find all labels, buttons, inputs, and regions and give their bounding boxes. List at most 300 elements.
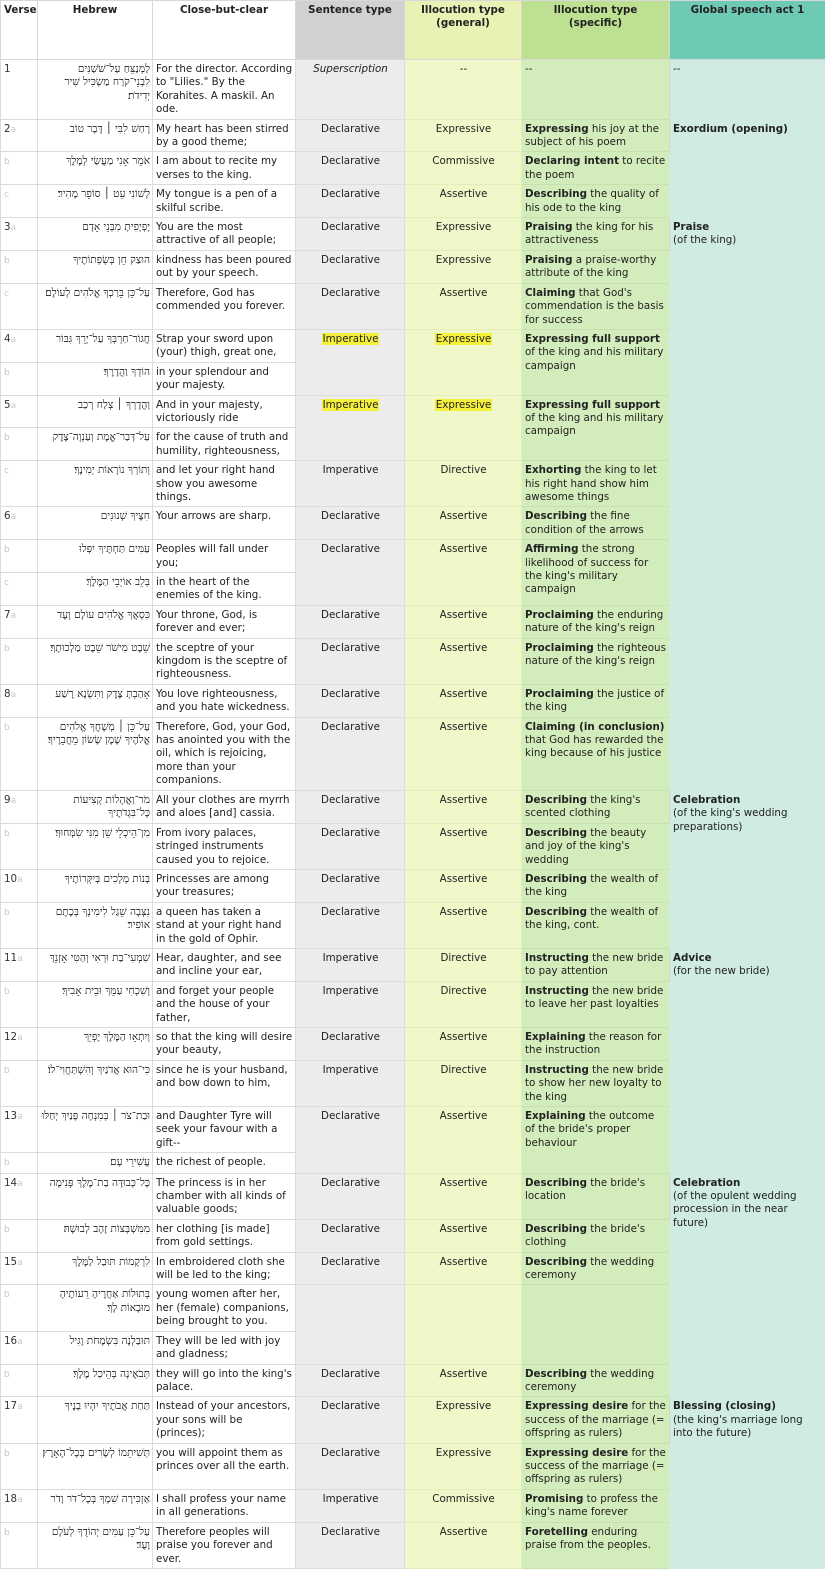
global-act-title: Praise — [673, 221, 709, 233]
illocution-verb: Instructing — [525, 952, 589, 964]
global-speech-act-cell — [670, 1397, 825, 1569]
verse-part: b — [4, 545, 10, 555]
sentence-type-value: Declarative — [321, 642, 380, 654]
illocution-specific-cell — [522, 185, 670, 218]
hebrew-cell: בְּתוּלוֹת אַחֲרֶיהָ רֵעוֹתֶיהָ מוּבָאוֹת לָךְ׃ — [38, 1285, 153, 1331]
verse-part: a — [17, 1337, 23, 1347]
verse-part: b — [4, 1158, 10, 1168]
table-row — [1, 218, 825, 251]
hebrew-cell: מִן־הֵיכְלֵי שֵׁן מִנִּי שִׂמְּחוּךָ׃ — [38, 823, 153, 869]
illocution-general-value: Expressive — [435, 333, 493, 345]
verse-number: 1 — [4, 63, 11, 75]
illocution-general-value: Expressive — [436, 123, 492, 135]
translation-cell: young women after her, her (female) companions, being brought to you. — [153, 1285, 296, 1331]
table-row — [1, 119, 825, 152]
verse-part: a — [17, 1495, 23, 1505]
sentence-type-value: Declarative — [321, 688, 380, 700]
illocution-general-cell — [405, 1285, 522, 1364]
verse-part: a — [17, 1402, 23, 1412]
global-speech-act-cell — [670, 60, 825, 120]
verse-cell — [1, 1397, 38, 1443]
sentence-type-value: Declarative — [321, 1110, 380, 1122]
illocution-general-cell — [405, 461, 522, 507]
illocution-general-cell — [405, 790, 522, 823]
illocution-general-value: Directive — [440, 1064, 486, 1076]
illocution-general-value: Expressive — [436, 254, 492, 266]
sentence-type-value: Imperative — [322, 333, 380, 345]
global-act-subtitle: (of the king's wedding preparations) — [673, 807, 788, 832]
verse-cell — [1, 948, 38, 981]
illocution-general-value: Assertive — [440, 721, 488, 733]
hebrew-cell: יָפְיָפִיתָ מִבְּנֵי אָדָם — [38, 218, 153, 251]
illocution-verb: Expressing full support — [525, 399, 660, 411]
illocution-general-cell — [405, 823, 522, 869]
sentence-type-cell — [296, 1364, 405, 1397]
verse-part: a — [11, 223, 17, 233]
hebrew-cell: לְשׁוֹנִי עֵט ׀ סוֹפֵר מָהִיר׃ — [38, 185, 153, 218]
translation-cell: and Daughter Tyre will seek your favour with a gift-- — [153, 1107, 296, 1153]
global-act-subtitle: (of the king) — [673, 234, 736, 246]
illocution-verb: Foretelling — [525, 1526, 588, 1538]
hebrew-cell: וְתוֹרְךָ נוֹרָאוֹת יְמִינֶךָ׃ — [38, 461, 153, 507]
illocution-general-value: Assertive — [440, 1031, 488, 1043]
table-row — [1, 60, 825, 120]
translation-cell: her clothing [is made] from gold settings. — [153, 1219, 296, 1252]
verse-cell — [1, 1443, 38, 1489]
translation-cell: the sceptre of your kingdom is the sceptre of righteousness. — [153, 638, 296, 684]
illocution-verb: Instructing — [525, 985, 589, 997]
verse-cell — [1, 1027, 38, 1060]
hebrew-cell: וְשִׁכְחִי עַמֵּךְ וּבֵית אָבִיךְ׃ — [38, 981, 153, 1027]
illocution-general-value: Commissive — [432, 155, 494, 167]
sentence-type-cell — [296, 684, 405, 717]
illocution-general-cell — [405, 948, 522, 981]
translation-cell: Instead of your ancestors, your sons will be (princes); — [153, 1397, 296, 1443]
illocution-general-cell — [405, 605, 522, 638]
header-line: (general) — [436, 17, 490, 29]
table-row — [1, 1173, 825, 1219]
illocution-specific-cell — [522, 1364, 670, 1397]
illocution-description: for the success of the marriage (= offspring as rulers) — [525, 1447, 666, 1486]
global-act-title: Celebration — [673, 1177, 740, 1189]
illocution-general-cell — [405, 185, 522, 218]
illocution-general-cell — [405, 1060, 522, 1106]
illocution-verb: Describing — [525, 906, 587, 918]
verse-number: 14 — [4, 1177, 17, 1189]
header-line: Illocution type — [421, 4, 505, 16]
illocution-specific-cell — [522, 395, 670, 461]
verse-part: a — [11, 611, 17, 621]
verse-cell — [1, 119, 38, 152]
sentence-type-value: Declarative — [321, 1223, 380, 1235]
verse-part: b — [4, 1370, 10, 1380]
hebrew-cell: מֹר־וַאֲהָלוֹת קְצִיעוֹת כָּל־בִּגְדֹתֶיךָ — [38, 790, 153, 823]
verse-part: b — [4, 723, 10, 733]
sentence-type-cell — [296, 329, 405, 395]
verse-cell — [1, 152, 38, 185]
verse-part: b — [4, 1066, 10, 1076]
illocution-description: the beauty and joy of the king's wedding — [525, 827, 646, 866]
sentence-type-cell — [296, 283, 405, 329]
translation-cell: You love righteousness, and you hate wickedness. — [153, 684, 296, 717]
verse-part: b — [4, 368, 10, 378]
verse-part: a — [11, 690, 17, 700]
sentence-type-cell — [296, 60, 405, 120]
illocution-specific-cell — [522, 948, 670, 981]
illocution-description: the bride's location — [525, 1177, 645, 1202]
translation-cell: kindness has been poured out by your speech. — [153, 250, 296, 283]
sentence-type-cell — [296, 1489, 405, 1522]
table-row — [1, 1397, 825, 1443]
verse-part: c — [4, 190, 9, 200]
illocution-verb: Exhorting — [525, 464, 581, 476]
illocution-description: the king to let his right hand show him awesome things — [525, 464, 657, 503]
illocution-verb: Expressing full support — [525, 333, 660, 345]
sentence-type-cell — [296, 1219, 405, 1252]
sentence-type-value: Declarative — [321, 1177, 380, 1189]
illocution-specific-cell — [522, 1522, 670, 1568]
hebrew-cell: תּוּבַלְנָה בִּשְׂמָחֹת וָגִיל — [38, 1331, 153, 1364]
illocution-general-cell — [405, 1219, 522, 1252]
illocution-description: the justice of the king — [525, 688, 664, 713]
hebrew-cell: עַמִּים תַּחְתֶּיךָ יִפְּלוּ — [38, 540, 153, 573]
illocution-general-cell — [405, 638, 522, 684]
verse-cell — [1, 362, 38, 395]
illocution-description: that God has rewarded the king because of his justice — [525, 734, 663, 759]
translation-cell: You are the most attractive of all people; — [153, 218, 296, 251]
sentence-type-cell — [296, 902, 405, 948]
sentence-type-value: Declarative — [321, 721, 380, 733]
translation-cell: In embroidered cloth she will be led to the king; — [153, 1252, 296, 1285]
illocution-general-value: Assertive — [440, 642, 488, 654]
illocution-verb: Praising — [525, 254, 572, 266]
illocution-description: the wealth of the king, cont. — [525, 906, 658, 931]
translation-cell: Therefore, God, your God, has anointed you with the oil, which is rejoicing, more than your companions. — [153, 717, 296, 790]
illocution-general-value: Assertive — [440, 287, 488, 299]
verse-number: 16 — [4, 1335, 17, 1347]
sentence-type-cell — [296, 395, 405, 461]
translation-cell: Peoples will fall under you; — [153, 540, 296, 573]
illocution-verb: Promising — [525, 1493, 583, 1505]
verse-cell — [1, 1060, 38, 1106]
global-act-subtitle: (the king's marriage long into the future) — [673, 1414, 803, 1439]
translation-cell: I am about to recite my verses to the king. — [153, 152, 296, 185]
verse-cell — [1, 717, 38, 790]
sentence-type-cell — [296, 869, 405, 902]
illocution-general-cell — [405, 717, 522, 790]
header-illocution-specific — [522, 1, 670, 60]
global-act-title: Blessing (closing) — [673, 1400, 776, 1412]
hebrew-cell: עַל־דְּבַר־אֱמֶת וְעַנְוָה־צֶדֶק — [38, 428, 153, 461]
translation-cell: For the director. According to "Lilies." By the Korahites. A maskil. An ode. — [153, 60, 296, 120]
illocution-general-value: Assertive — [440, 873, 488, 885]
global-act-subtitle: (for the new bride) — [673, 965, 770, 977]
illocution-verb: Claiming (in conclusion) — [525, 721, 665, 733]
hebrew-cell: עַל־כֵּן ׀ מְשָׁחֲךָ אֱלֹהִים אֱלֹהֶיךָ שֶׁמֶן שָׂשׂוֹן מֵחֲבֵרֶיךָ׃ — [38, 717, 153, 790]
verse-part: a — [11, 401, 17, 411]
sentence-type-value: Declarative — [321, 543, 380, 555]
illocution-description: his joy at the subject of his poem — [525, 123, 659, 148]
table-body — [1, 60, 825, 1569]
verse-part: b — [4, 644, 10, 654]
hebrew-cell: וּבַת־צֹר ׀ בְּמִנְחָה פָּנַיִךְ יְחַלּוּ — [38, 1107, 153, 1153]
illocution-specific-cell — [522, 507, 670, 540]
illocution-general-cell — [405, 902, 522, 948]
verse-cell — [1, 1364, 38, 1397]
translation-cell: Therefore, God has commended you forever. — [153, 283, 296, 329]
verse-part: a — [17, 875, 23, 885]
verse-part: b — [4, 433, 10, 443]
sentence-type-cell — [296, 119, 405, 152]
header-row — [1, 1, 825, 60]
illocution-general-value: Assertive — [440, 188, 488, 200]
global-speech-act-cell — [670, 119, 825, 217]
illocution-verb: Explaining — [525, 1110, 586, 1122]
illocution-verb: Describing — [525, 873, 587, 885]
sentence-type-cell — [296, 218, 405, 251]
illocution-general-value: Assertive — [440, 543, 488, 555]
illocution-specific-cell — [522, 1397, 670, 1443]
verse-cell — [1, 283, 38, 329]
verse-cell — [1, 540, 38, 573]
hebrew-cell: מִמִּשְׁבְּצוֹת זָהָב לְבוּשָׁהּ׃ — [38, 1219, 153, 1252]
illocution-specific-cell — [522, 540, 670, 606]
verse-number: 18 — [4, 1493, 17, 1505]
hebrew-cell: חֲגוֹר־חַרְבְּךָ עַל־יָרֵךְ גִּבּוֹר — [38, 329, 153, 362]
illocution-specific-cell — [522, 1107, 670, 1174]
hebrew-cell: אֹמֵר אָנִי מַעֲשַׂי לְמֶלֶךְ — [38, 152, 153, 185]
verse-number: 3 — [4, 221, 11, 233]
illocution-description: the new bride to leave her past loyalties — [525, 985, 663, 1010]
illocution-specific-cell — [522, 119, 670, 152]
illocution-specific-cell — [522, 869, 670, 902]
verse-part: b — [4, 987, 10, 997]
sentence-type-cell — [296, 1107, 405, 1174]
translation-cell: the richest of people. — [153, 1153, 296, 1173]
verse-part: a — [17, 1033, 23, 1043]
verse-part: c — [4, 578, 9, 588]
sentence-type-value: Declarative — [321, 1256, 380, 1268]
sentence-type-cell — [296, 638, 405, 684]
verse-part: b — [4, 1290, 10, 1300]
verse-cell — [1, 1331, 38, 1364]
illocution-description: the bride's clothing — [525, 1223, 645, 1248]
sentence-type-value: Declarative — [321, 123, 380, 135]
illocution-verb: Describing — [525, 794, 587, 806]
sentence-type-value: Declarative — [321, 827, 380, 839]
sentence-type-value: Declarative — [321, 510, 380, 522]
illocution-general-cell — [405, 60, 522, 120]
verse-cell — [1, 1153, 38, 1173]
translation-cell: From ivory palaces, stringed instruments caused you to rejoice. — [153, 823, 296, 869]
illocution-verb: Expressing — [525, 123, 589, 135]
verse-part: a — [17, 1258, 23, 1268]
verse-cell — [1, 395, 38, 428]
translation-cell: since he is your husband, and bow down to him, — [153, 1060, 296, 1106]
illocution-general-cell — [405, 1489, 522, 1522]
illocution-verb: Describing — [525, 188, 587, 200]
verse-part: a — [17, 954, 23, 964]
illocution-description: enduring praise from the peoples. — [525, 1526, 651, 1551]
sentence-type-value: Imperative — [323, 1493, 379, 1505]
illocution-general-value: Expressive — [436, 221, 492, 233]
sentence-type-cell — [296, 250, 405, 283]
verse-cell — [1, 1489, 38, 1522]
translation-cell: they will go into the king's palace. — [153, 1364, 296, 1397]
hebrew-cell: עַל־כֵּן עַמִּים יְהוֹדֻךָ לְעֹלָם וָעֶד׃ — [38, 1522, 153, 1568]
illocution-description: the wedding ceremony — [525, 1368, 654, 1393]
illocution-specific-cell — [522, 1252, 670, 1285]
illocution-specific-cell — [522, 1060, 670, 1106]
illocution-general-cell — [405, 1522, 522, 1568]
illocution-general-cell — [405, 1443, 522, 1489]
illocution-general-value: Assertive — [440, 1368, 488, 1380]
sentence-type-cell — [296, 1522, 405, 1568]
sentence-type-value: Declarative — [321, 1031, 380, 1043]
sentence-type-cell — [296, 152, 405, 185]
illocution-general-value: Assertive — [440, 1177, 488, 1189]
sentence-type-value: Declarative — [321, 1368, 380, 1380]
illocution-general-value: Commissive — [432, 1493, 494, 1505]
sentence-type-cell — [296, 1060, 405, 1106]
sentence-type-cell — [296, 823, 405, 869]
verse-cell — [1, 684, 38, 717]
illocution-general-cell — [405, 1107, 522, 1174]
illocution-specific-cell — [522, 717, 670, 790]
translation-cell: a queen has taken a stand at your right hand in the gold of Ophir. — [153, 902, 296, 948]
hebrew-cell: תַּחַת אֲבֹתֶיךָ יִהְיוּ בָנֶיךָ — [38, 1397, 153, 1443]
global-act-title: Advice — [673, 952, 712, 964]
illocution-description: for the success of the marriage (= offspring as rulers) — [525, 1400, 666, 1439]
sentence-type-value: Superscription — [313, 63, 388, 75]
translation-cell: I shall profess your name in all generations. — [153, 1489, 296, 1522]
verse-cell — [1, 869, 38, 902]
sentence-type-cell — [296, 1443, 405, 1489]
translation-cell: Your throne, God, is forever and ever; — [153, 605, 296, 638]
verse-cell — [1, 185, 38, 218]
illocution-specific-cell — [522, 902, 670, 948]
illocution-specific-cell — [522, 461, 670, 507]
sentence-type-cell — [296, 790, 405, 823]
verse-number: 12 — [4, 1031, 17, 1043]
global-speech-act-cell — [670, 218, 825, 791]
table-row — [1, 790, 825, 823]
hebrew-cell: כָּל־כְּבוּדָּה בַת־מֶלֶךְ פְּנִימָה — [38, 1173, 153, 1219]
illocution-description: that God's commendation is the basis for success — [525, 287, 664, 326]
illocution-general-cell — [405, 869, 522, 902]
hebrew-cell: בְּנוֹת מְלָכִים בְּיִקְּרוֹתֶיךָ — [38, 869, 153, 902]
sentence-type-cell — [296, 1173, 405, 1219]
hebrew-cell: שִׁמְעִי־בַת וּרְאִי וְהַטִּי אָזְנֵךְ — [38, 948, 153, 981]
illocution-general-cell — [405, 152, 522, 185]
illocution-description: the strong likelihood of success for the king's military campaign — [525, 543, 648, 595]
illocution-specific-cell — [522, 329, 670, 395]
sentence-type-cell — [296, 461, 405, 507]
verse-part: c — [4, 466, 9, 476]
sentence-type-cell — [296, 507, 405, 540]
sentence-type-value: Declarative — [321, 1447, 380, 1459]
translation-cell: All your clothes are myrrh and aloes [and] cassia. — [153, 790, 296, 823]
illocution-description: to profess the king's name forever — [525, 1493, 658, 1518]
illocution-description: -- — [525, 63, 532, 75]
verse-cell — [1, 1219, 38, 1252]
illocution-description: the reason for the instruction — [525, 1031, 661, 1056]
illocution-general-value: Assertive — [440, 1526, 488, 1538]
illocution-description: the wedding ceremony — [525, 1256, 654, 1281]
hebrew-cell: עַל־כֵּן בֵּרַכְךָ אֱלֹהִים לְעוֹלָם׃ — [38, 283, 153, 329]
header-verse: Verse — [1, 1, 38, 60]
hebrew-cell: תְּבֹאֶינָה בְּהֵיכַל מֶלֶךְ׃ — [38, 1364, 153, 1397]
illocution-specific-cell — [522, 60, 670, 120]
translation-cell: My heart has been stirred by a good theme; — [153, 119, 296, 152]
translation-cell: Your arrows are sharp. — [153, 507, 296, 540]
translation-cell: And in your majesty, victoriously ride — [153, 395, 296, 428]
illocution-description: the enduring nature of the king's reign — [525, 609, 663, 634]
verse-number: 4 — [4, 333, 11, 345]
illocution-specific-cell — [522, 283, 670, 329]
illocution-verb: Explaining — [525, 1031, 586, 1043]
verse-number: 5 — [4, 399, 11, 411]
illocution-description: the king's scented clothing — [525, 794, 641, 819]
verse-part: b — [4, 1449, 10, 1459]
hebrew-cell: בְּלֵב אוֹיְבֵי הַמֶּלֶךְ׃ — [38, 573, 153, 606]
sentence-type-cell — [296, 185, 405, 218]
illocution-verb: Declaring intent — [525, 155, 619, 167]
translation-cell: in the heart of the enemies of the king. — [153, 573, 296, 606]
sentence-type-value: Imperative — [323, 464, 379, 476]
illocution-verb: Affirming — [525, 543, 579, 555]
verse-cell — [1, 981, 38, 1027]
header-close-but-clear: Close-but-clear — [153, 1, 296, 60]
illocution-general-value: Assertive — [440, 1223, 488, 1235]
illocution-verb: Describing — [525, 510, 587, 522]
verse-part: a — [11, 335, 17, 345]
translation-cell: They will be led with joy and gladness; — [153, 1331, 296, 1364]
illocution-description: the righteous nature of the king's reign — [525, 642, 666, 667]
verse-number: 9 — [4, 794, 11, 806]
sentence-type-value: Declarative — [321, 906, 380, 918]
sentence-type-cell — [296, 540, 405, 606]
illocution-specific-cell — [522, 218, 670, 251]
illocution-description: a praise-worthy attribute of the king — [525, 254, 656, 279]
hebrew-cell: כִּי־הוּא אֲדֹנַיִךְ וְהִשְׁתַּחֲוִי־לוֹ׃ — [38, 1060, 153, 1106]
translation-cell: Therefore peoples will praise you forever and ever. — [153, 1522, 296, 1568]
illocution-verb: Describing — [525, 1256, 587, 1268]
illocution-general-value: Assertive — [440, 609, 488, 621]
sentence-type-value: Declarative — [321, 287, 380, 299]
translation-cell: and forget your people and the house of your father, — [153, 981, 296, 1027]
sentence-type-value: Declarative — [321, 221, 380, 233]
verse-part: b — [4, 1225, 10, 1235]
sentence-type-value: Imperative — [322, 399, 380, 411]
sentence-type-cell — [296, 605, 405, 638]
illocution-general-value: Directive — [440, 985, 486, 997]
illocution-general-cell — [405, 981, 522, 1027]
hebrew-cell: אָהַבְתָּ צֶּדֶק וַתִּשְׂנָא רֶשַׁע — [38, 684, 153, 717]
sentence-type-value: Declarative — [321, 794, 380, 806]
illocution-specific-cell — [522, 1219, 670, 1252]
illocution-general-cell — [405, 1173, 522, 1219]
illocution-verb: Proclaiming — [525, 688, 594, 700]
illocution-specific-cell — [522, 605, 670, 638]
illocution-general-cell — [405, 119, 522, 152]
translation-cell: The princess is in her chamber with all kinds of valuable goods; — [153, 1173, 296, 1219]
illocution-description: the fine condition of the arrows — [525, 510, 644, 535]
verse-part: a — [17, 1179, 23, 1189]
illocution-verb: Expressing desire — [525, 1400, 628, 1412]
global-act-title: -- — [673, 63, 680, 75]
illocution-verb: Describing — [525, 1177, 587, 1189]
